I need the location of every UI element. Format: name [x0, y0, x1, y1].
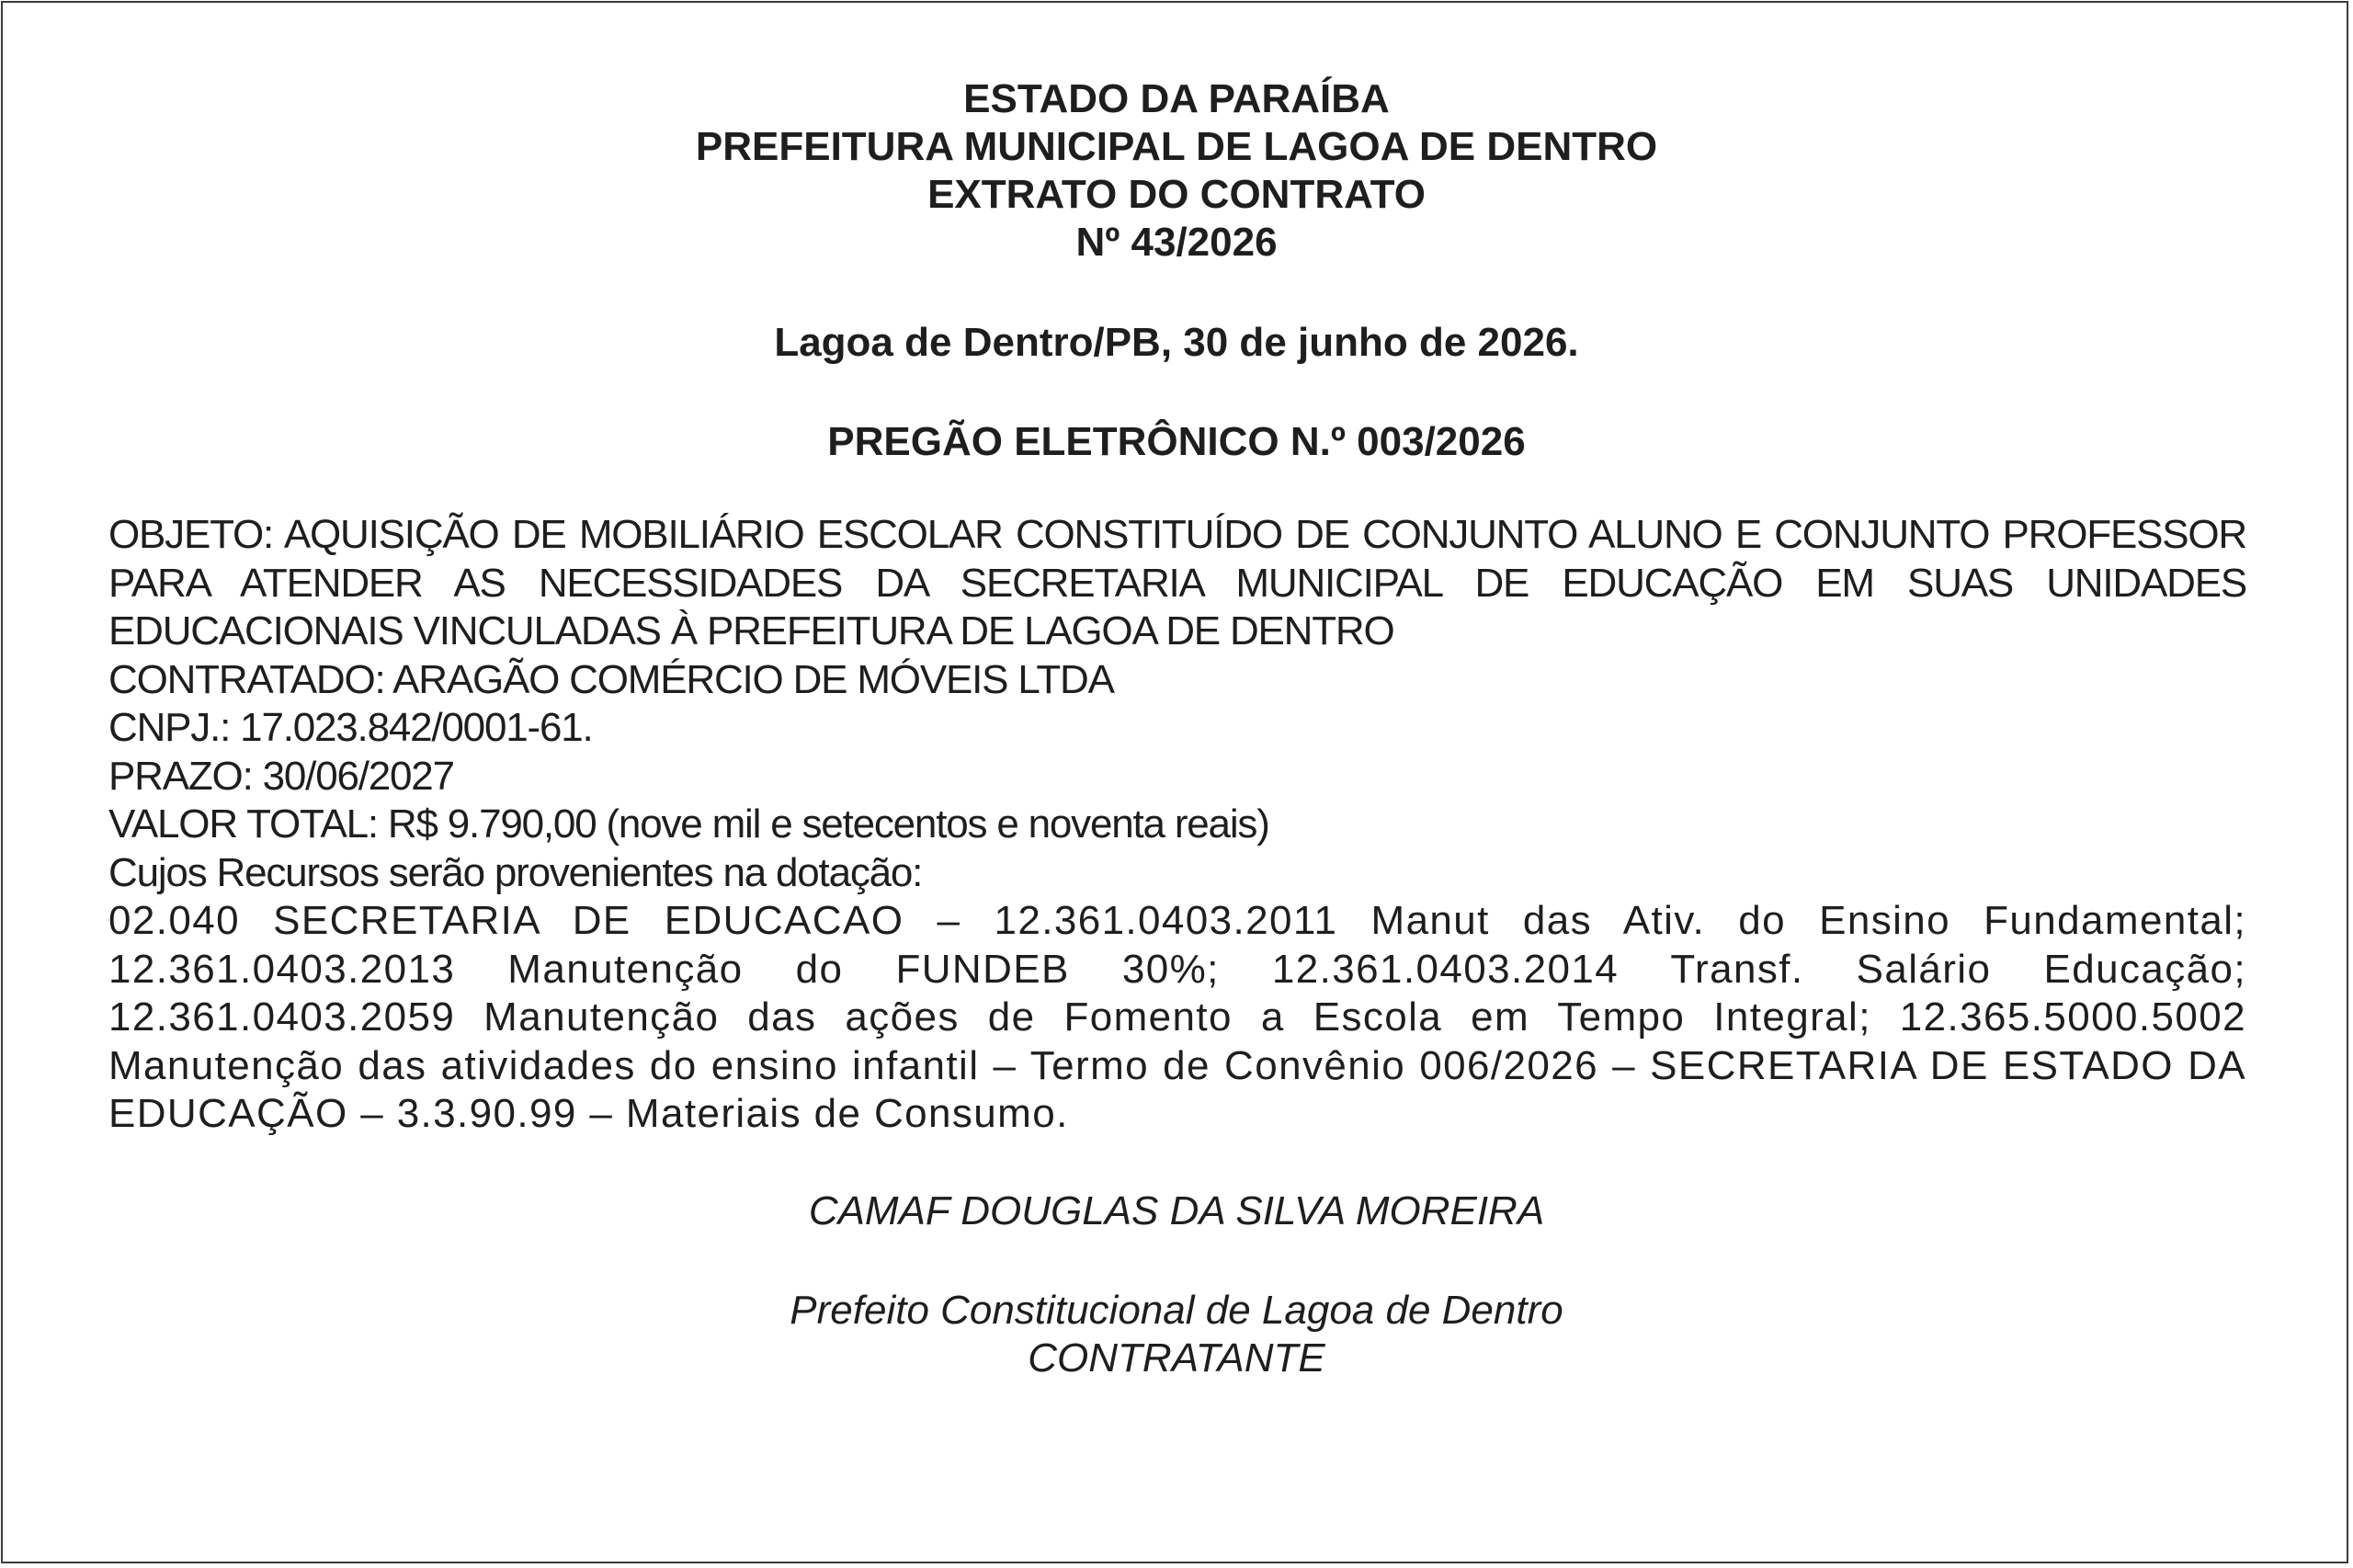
contract-body [108, 511, 2246, 1139]
recursos-line: Cujos Recursos serão provenientes na dotação: [108, 849, 923, 895]
signer-title: Prefeito Constitucional de Lagoa de Dentro [790, 1288, 1563, 1333]
prazo-line: PRAZO: 30/06/2027 [108, 753, 454, 799]
pregao-title: PREGÃO ELETRÔNICO N.º 003/2026 [827, 419, 1526, 464]
document-type: EXTRATO DO CONTRATO [927, 172, 1426, 217]
dateline: Lagoa de Dentro/PB, 30 de junho de 2026. [774, 320, 1579, 365]
contract-number: Nº 43/2026 [1075, 220, 1278, 265]
document-header [0, 75, 2353, 267]
objeto-paragraph: OBJETO: AQUISIÇÃO DE MOBILIÁRIO ESCOLAR CONSTITUÍDO DE CONJUNTO ALUNO E CONJUNTO PROFESSOR PARA ATENDER AS NECESSIDADES DA SECRETARIA MUNICIPAL DE EDUCAÇÃO EM SUAS UNIDADES EDUCACIONAIS VINCULADAS À PREFEITURA DE LAGOA DE DENTRO [108, 512, 2246, 653]
signer-name: CAMAF DOUGLAS DA SILVA MOREIRA [808, 1188, 1545, 1233]
dotacao-paragraph: 02.040 SECRETARIA DE EDUCACAO – 12.361.0403.2011 Manut das Ativ. do Ensino Fundamental; 12.361.0403.2013 Manutenção do FUNDEB 30%; 12.361.0403.2014 Transf. Salário Educação; 12.361.0403.2059 Manutenção das ações de Fomento a Escola em Tempo Integral; 12.365.5000.5002 Manutenção das atividades do ensino infantil – Termo de Convênio 006/2026 – SECRETARIA DE ESTADO DA EDUCAÇÃO – 3.3.90.99 – Materiais de Consumo. [108, 898, 2246, 1136]
state-name: ESTADO DA PARAÍBA [963, 76, 1390, 121]
signer-party: CONTRATANTE [1028, 1335, 1325, 1381]
valor-line: VALOR TOTAL: R$ 9.790,00 (nove mil e setecentos e noventa reais) [108, 801, 1269, 846]
cnpj-line: CNPJ.: 17.023.842/0001-61. [108, 705, 593, 750]
contratado-line: CONTRATADO: ARAGÃO COMÉRCIO DE MÓVEIS LTDA [108, 656, 1114, 702]
municipality-name: PREFEITURA MUNICIPAL DE LAGOA DE DENTRO [695, 124, 1658, 169]
signer-role [0, 1287, 2353, 1382]
